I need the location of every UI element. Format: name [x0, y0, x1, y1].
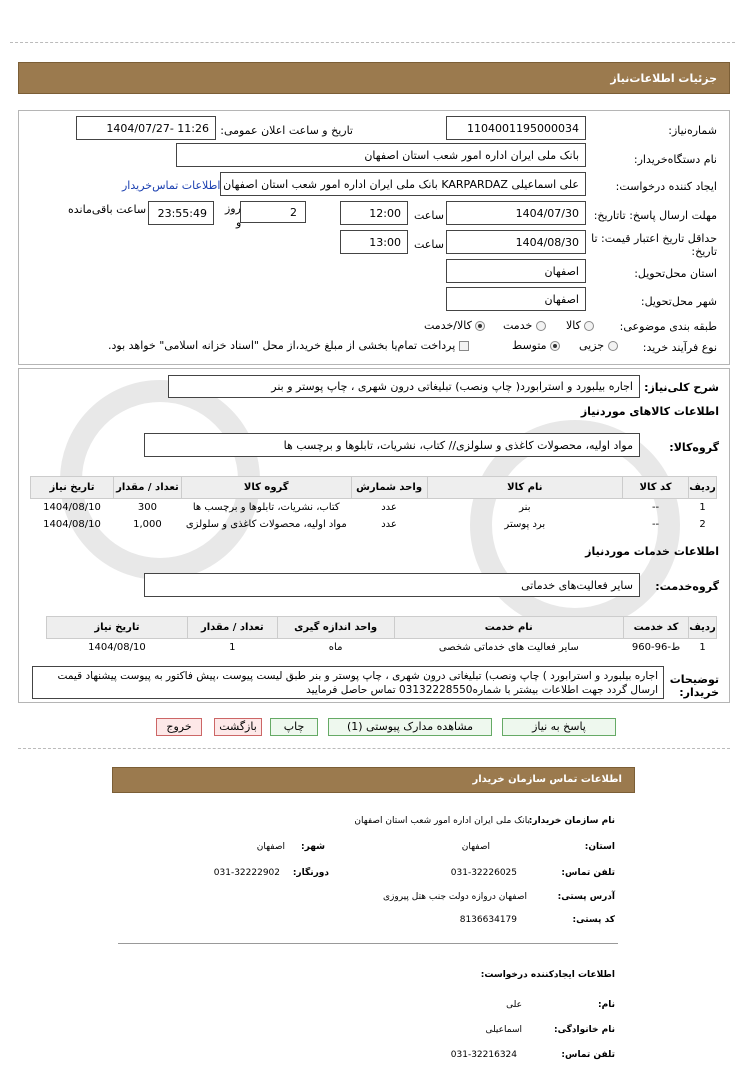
summary-label: شرح کلی‌نیاز: — [644, 381, 719, 394]
contact-phone: 031-32226025 — [450, 868, 517, 878]
services-table — [46, 616, 717, 656]
days-label: روز — [225, 202, 241, 215]
buyer-org-label: نام دستگاه‌خریدار: — [633, 153, 717, 166]
deadline-time-label: ساعت — [414, 209, 444, 222]
notes-label: توضیحات خریدار: — [669, 673, 719, 699]
exit-button[interactable]: خروج — [156, 718, 202, 736]
and-label: و — [236, 216, 242, 229]
contact-title: اطلاعات تماس سازمان خریدار — [472, 774, 622, 785]
back-button[interactable]: بازگشت — [214, 718, 262, 736]
city-field: اصفهان — [446, 287, 586, 311]
cell: 1 — [699, 641, 706, 653]
payment-checkbox[interactable] — [459, 341, 469, 351]
process-medium-radio[interactable] — [550, 341, 560, 351]
creator-name-label: نام: — [598, 1000, 615, 1010]
cell: کتاب، نشریات، تابلوها و برچسب ها — [192, 501, 340, 513]
announce-field: 1404/07/27- 11:26 — [76, 116, 216, 140]
days-field: 2 — [240, 201, 306, 223]
contact-city: اصفهان — [256, 842, 285, 852]
announce-label: تاریخ و ساعت اعلان عمومی: — [220, 124, 353, 137]
goods-col-date: تاریخ نیاز — [31, 477, 114, 499]
deadline-label: مهلت ارسال پاسخ: تاتاریخ: — [593, 209, 717, 222]
bottom-divider — [18, 748, 730, 749]
services-group-label: گروه‌خدمت: — [655, 580, 719, 593]
services-section-title: اطلاعات خدمات موردنیاز — [585, 545, 719, 558]
creator-phone: 031-32216324 — [450, 1050, 517, 1060]
services-header-row — [47, 617, 717, 639]
validity-time-field: 13:00 — [340, 230, 408, 254]
cell: 1,000 — [133, 518, 162, 530]
page-header — [18, 62, 730, 94]
city-label: شهر محل‌تحویل: — [640, 295, 717, 308]
cell: 1404/08/10 — [43, 501, 101, 513]
cell: عدد — [381, 501, 397, 513]
contact-divider — [118, 943, 618, 944]
contact-postal: 8136634179 — [459, 915, 517, 925]
contact-header — [112, 767, 635, 793]
services-col-code: کد خدمت — [624, 617, 689, 639]
summary-field: اجاره بیلبورد و استرابورد( چاپ ونصب) تبلیغاتی درون شهری ، چاپ پوستر و بنر — [168, 375, 640, 398]
category-both-radio[interactable] — [475, 321, 485, 331]
contact-address: اصفهان دروازه دولت جنب هتل پیروزی — [382, 892, 527, 902]
print-button[interactable]: چاپ — [270, 718, 318, 736]
process-label: نوع فرآیند خرید: — [642, 341, 717, 354]
cell: 1404/08/10 — [88, 641, 146, 653]
cell: بنر — [519, 501, 531, 513]
creator-name: علی — [506, 1000, 522, 1010]
goods-col-code: کد کالا — [623, 477, 689, 499]
creator-phone-label: تلفن تماس: — [561, 1050, 615, 1060]
creator-family-label: نام خانوادگی: — [553, 1025, 615, 1035]
cell: ماه — [328, 641, 343, 653]
services-group-field: سایر فعالیت‌های خدماتی — [144, 573, 640, 597]
cell: عدد — [381, 518, 397, 530]
services-col-qty: تعداد / مقدار — [187, 617, 277, 639]
goods-group-field: مواد اولیه، محصولات کاغذی و سلولزی// کتاب، نشریات، تابلوها و برچسب ها — [144, 433, 640, 457]
page-title: جزئیات اطلاعات‌نیاز — [610, 72, 717, 85]
category-option-service[interactable]: خدمت — [503, 319, 546, 332]
goods-col-row: ردیف — [689, 477, 717, 499]
process-minor-radio[interactable] — [608, 341, 618, 351]
cell: -- — [651, 501, 660, 513]
goods-table — [30, 476, 717, 533]
goods-group-label: گروه‌کالا: — [669, 441, 719, 454]
deadline-time-field: 12:00 — [340, 201, 408, 225]
table-row — [31, 499, 717, 516]
cell: 1 — [699, 501, 706, 513]
payment-option[interactable]: پرداخت تمام‌یا بخشی از مبلغ خرید،از محل "اسناد خزانه اسلامی" خواهد بود. — [108, 339, 469, 352]
services-col-date: تاریخ نیاز — [47, 617, 188, 639]
category-service-radio[interactable] — [536, 321, 546, 331]
contact-info-link[interactable]: اطلاعات تماس‌خریدار — [122, 179, 221, 192]
cell: -- — [651, 518, 660, 530]
creator-label: ایجاد کننده درخواست: — [615, 180, 717, 193]
category-option-goods[interactable]: کالا — [566, 319, 594, 332]
province-field: اصفهان — [446, 259, 586, 283]
services-col-unit: واحد اندازه گیری — [277, 617, 394, 639]
contact-province: اصفهان — [461, 842, 490, 852]
contact-phone-label: تلفن تماس: — [561, 868, 615, 878]
creator-field: علی اسماعیلی KARPARDAZ بانک ملی ایران اداره امور شعب استان اصفهان — [220, 172, 586, 196]
cell: 2 — [699, 518, 706, 530]
table-row — [31, 516, 717, 533]
buyer-org-field: بانک ملی ایران اداره امور شعب استان اصفهان — [176, 143, 586, 167]
validity-label: حداقل تاریخ اعتبار قیمت: تا تاریخ: — [591, 232, 717, 258]
cell: 300 — [137, 501, 157, 513]
contact-fax: 031-32222902 — [213, 868, 280, 878]
creator-info-title: اطلاعات ایجادکننده درخواست: — [480, 970, 615, 980]
process-option-minor[interactable]: جزیی — [579, 339, 618, 352]
need-number-label: شماره‌نیاز: — [668, 124, 717, 137]
category-option-both[interactable]: کالا/خدمت — [424, 319, 485, 332]
validity-time-label: ساعت — [414, 238, 444, 251]
reply-button[interactable]: پاسخ به نیاز — [502, 718, 616, 736]
contact-city-label: شهر: — [301, 842, 325, 852]
table-row — [47, 639, 717, 656]
cell: 1 — [229, 641, 236, 653]
attachments-button[interactable]: مشاهده مدارک پیوستی (1) — [328, 718, 492, 736]
cell: مواد اولیه، محصولات کاغذی و سلولزی — [185, 518, 347, 530]
contact-address-label: آدرس پستی: — [557, 892, 615, 902]
contact-org-label: نام سازمان خریدار: — [528, 816, 615, 826]
process-option-medium[interactable]: متوسط — [512, 339, 560, 352]
cell: سایر فعالیت های خدماتی شخصی — [438, 641, 579, 653]
contact-fax-label: دورنگار: — [292, 868, 329, 878]
deadline-date-field: 1404/07/30 — [446, 201, 586, 225]
goods-col-group: گروه کالا — [181, 477, 351, 499]
goods-col-qty: تعداد / مقدار — [114, 477, 182, 499]
notes-field: اجاره بیلبورد و استرابورد ) چاپ ونصب) تبلیغاتی درون شهری ، چاپ پوستر و بنر طبق لیست پیوست ،پیش فاکتور به پیوست پیشنهاد قیمت ارسال گردد جهت اطلاعات بیشتر با شماره03132228550 تماس حاصل فرمایید — [32, 666, 664, 699]
province-label: استان محل‌تحویل: — [634, 267, 717, 280]
cell: برد پوستر — [504, 518, 546, 530]
services-col-row: ردیف — [689, 617, 717, 639]
goods-header-row — [31, 477, 717, 499]
contact-province-label: استان: — [584, 842, 615, 852]
need-number-field: 1104001195000034 — [446, 116, 586, 140]
services-col-name: نام خدمت — [394, 617, 624, 639]
remaining-time-field: 23:55:49 — [148, 201, 214, 225]
category-goods-radio[interactable] — [584, 321, 594, 331]
contact-org: بانک ملی ایران اداره امور شعب استان اصفهان — [354, 816, 530, 826]
goods-col-name: نام کالا — [427, 477, 623, 499]
creator-family: اسماعیلی — [485, 1025, 522, 1035]
category-label: طبقه بندی موضوعی: — [619, 320, 717, 333]
cell: ط-96-960 — [631, 641, 681, 653]
top-divider — [10, 42, 735, 43]
goods-section-title: اطلاعات کالاهای موردنیاز — [580, 405, 719, 418]
cell: 1404/08/10 — [43, 518, 101, 530]
validity-date-field: 1404/08/30 — [446, 230, 586, 254]
remaining-label: ساعت باقی‌مانده — [68, 203, 147, 216]
contact-postal-label: کد پستی: — [572, 915, 615, 925]
goods-col-unit: واحد شمارش — [351, 477, 427, 499]
